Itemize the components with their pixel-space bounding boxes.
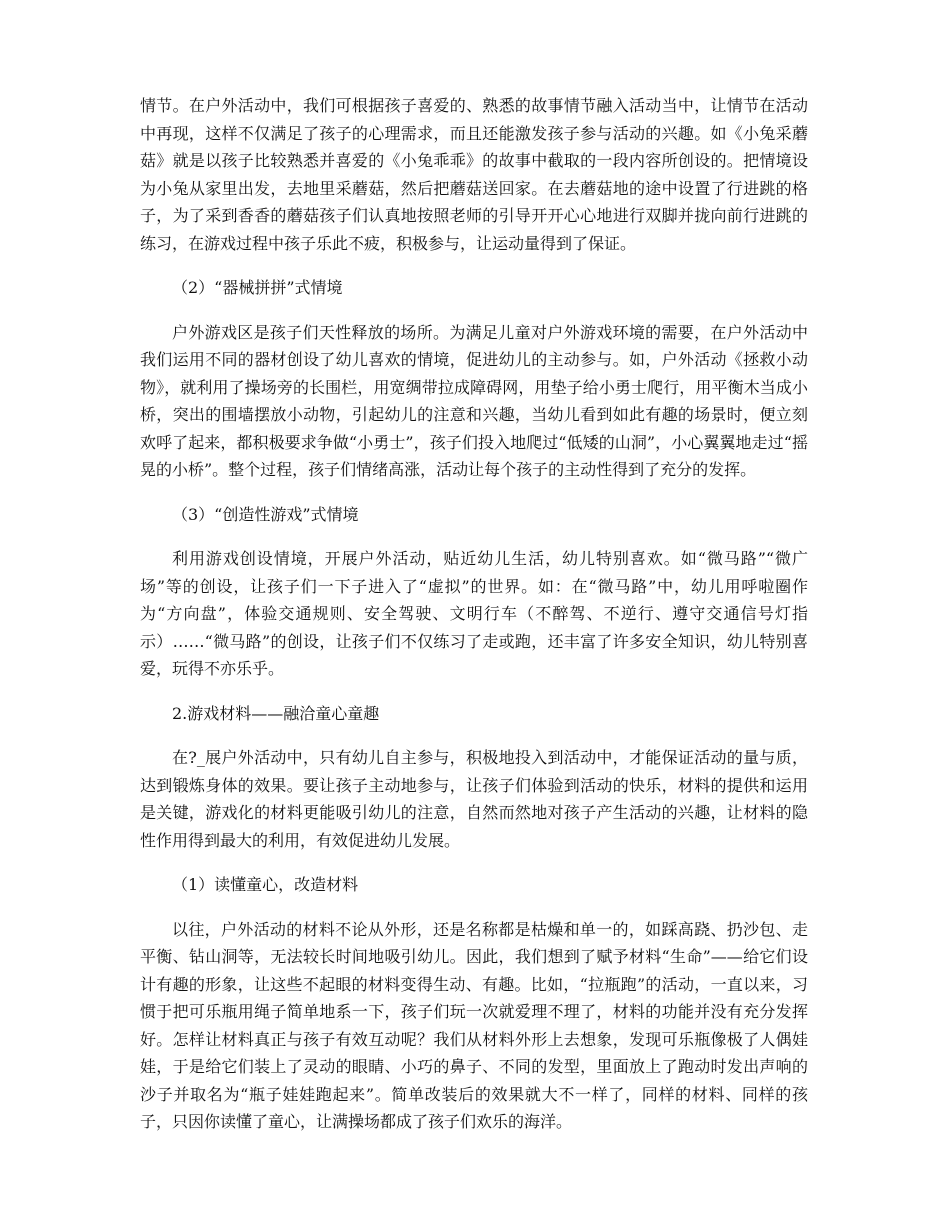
document-body <box>140 92 808 1153</box>
subheading-creative-game-situation: （3）“创造性游戏”式情境 <box>172 504 359 524</box>
paragraph-creative-game-situation: 利用游戏创设情境，开展户外活动，贴近幼儿生活，幼儿特别喜欢。如“微马路”“微广场”等的创设，让孩子们一下子进入了“虚拟”的世界。如：在“微马路”中，幼儿用呼啦圈作为“方向盘”，体验交通规则、安全驾驶、文明行车（不醉驾、不逆行、遵守交通信号灯指示）……“微马路”的创设，让孩子们不仅练习了走或跑，还丰富了许多安全知识，幼儿特别喜爱，玩得不亦乐乎。 <box>140 549 808 678</box>
paragraph-game-materials: 在?_展户外活动中，只有幼儿自主参与，积极地投入到活动中，才能保证活动的量与质，达到锻炼身体的效果。要让孩子主动地参与，让孩子们体验到活动的快乐，材料的提供和运用是关键，游戏化的材料更能吸引幼儿的注意，自然而然地对孩子产生活动的兴趣，让材料的隐性作用得到最大的利用，有效促进幼儿发展。 <box>140 748 808 850</box>
subheading-understand-children: （1）读懂童心，改造材料 <box>172 875 359 894</box>
subheading-equipment-situation: （2）“器械拼拼”式情境 <box>172 278 343 297</box>
section-heading-game-materials: 2.游戏材料——融洽童心童趣 <box>172 703 380 723</box>
paragraph-story-plot: 情节。在户外活动中，我们可根据孩子喜爱的、熟悉的故事情节融入活动当中，让情节在活动中再现，这样不仅满足了孩子的心理需求，而且还能激发孩子参与活动的兴趣。如《小兔采蘑菇》就是以孩子比较熟悉并喜爱的《小兔乖乖》的故事中截取的一段内容所创设的。把情境设为小兔从家里出发，去地里采蘑菇，然后把蘑菇送回家。在去蘑菇地的途中设置了行进跳的格子，为了采到香香的蘑菇孩子们认真地按照老师的引导开开心心地进行双脚并拢向前行进跳的练习，在游戏过程中孩子乐此不疲，积极参与，让运动量得到了保证。 <box>140 96 808 253</box>
paragraph-equipment-situation: 户外游戏区是孩子们天性释放的场所。为满足儿童对户外游戏环境的需要，在户外活动中我们运用不同的器材创设了幼儿喜欢的情境，促进幼儿的主动参与。如，户外活动《拯救小动物》，就利用了操场旁的长围栏，用宽绸带拉成障碍网，用垫子给小勇士爬行，用平衡木当成小桥，突出的围墙摆放小动物，引起幼儿的注意和兴趣，当幼儿看到如此有趣的场景时，便立刻欢呼了起来，都积极要求争做“小勇士”，孩子们投入地爬过“低矮的山洞”，小心翼翼地走过“摇晃的小桥”。整个过程，孩子们情绪高涨，活动让每个孩子的主动性得到了充分的发挥。 <box>140 322 808 479</box>
paragraph-understand-children: 以往，户外活动的材料不论从外形，还是名称都是枯燥和单一的，如踩高跷、扔沙包、走平衡、钻山洞等，无法较长时间地吸引幼儿。因此，我们想到了赋予材料“生命”——给它们设计有趣的形象，让这些不起眼的材料变得生动、有趣。比如，“拉瓶跑”的活动，一直以来，习惯于把可乐瓶用绳子简单地系一下，孩子们玩一次就爱理不理了，材料的功能并没有充分发挥好。怎样让材料真正与孩子有效互动呢？我们从材料外形上去想象，发现可乐瓶像极了人偶娃娃，于是给它们装上了灵动的眼睛、小巧的鼻子、不同的发型，里面放上了跑动时发出声响的沙子并取名为“瓶子娃娃跑起来”。简单改装后的效果就大不一样了，同样的材料、同样的孩子，只因你读懂了童心，让满操场都成了孩子们欢乐的海洋。 <box>140 919 808 1131</box>
